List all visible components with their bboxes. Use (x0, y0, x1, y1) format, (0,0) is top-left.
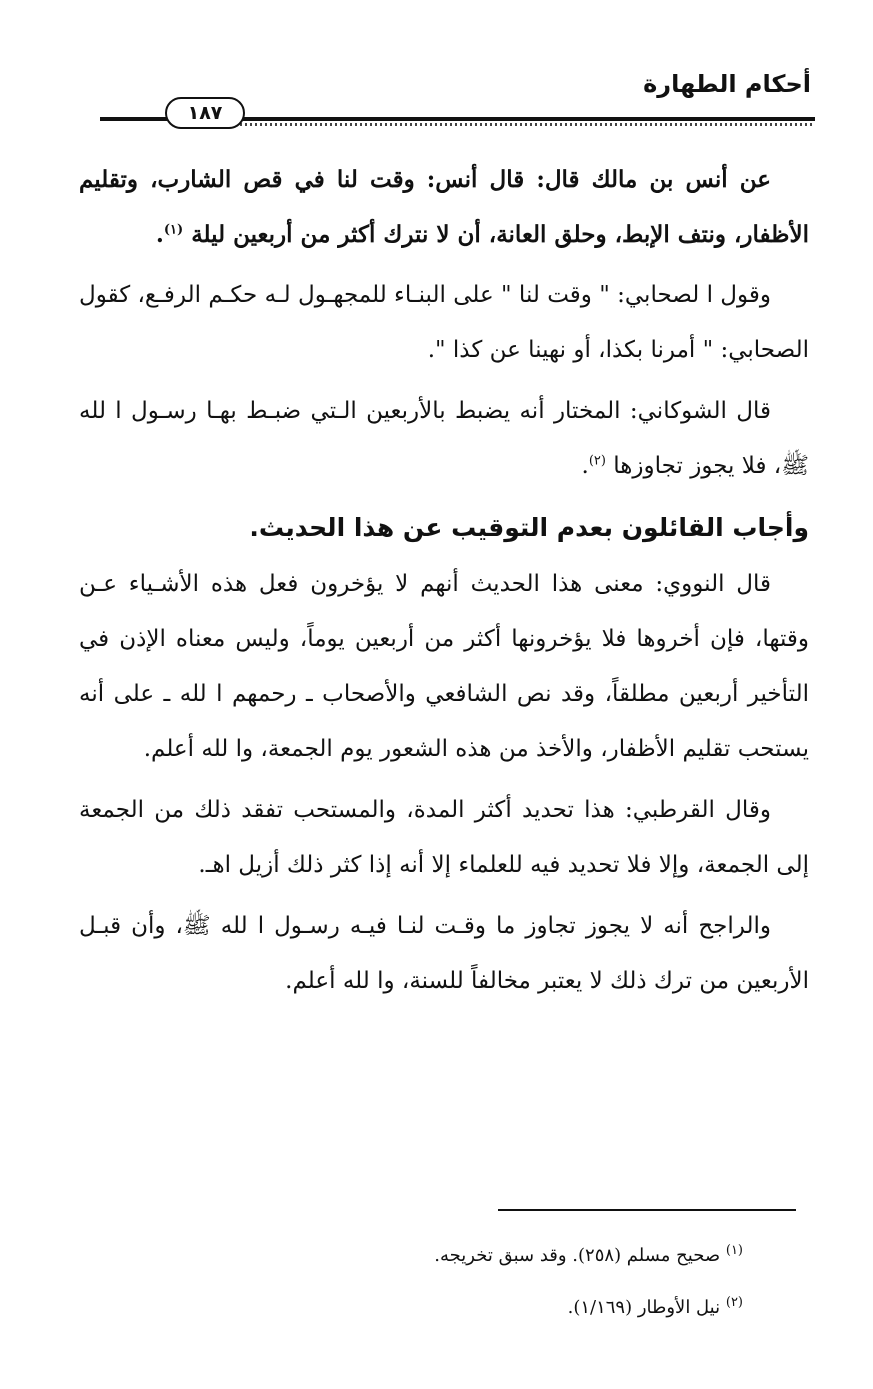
running-title: أحكام الطهارة (643, 70, 811, 98)
paragraph: قال النووي: معنى هذا الحديث أنهم لا يؤخرون فعل هذه الأشـياء عـن وقتها، فإن أخروها فلا يؤخرونها أكثر من أربعين يوماً، وليس معناه الإذن في التأخير أربعين مطلقاً، وقد نص الشافعي والأصحاب ـ رحمهم ا لله ـ على أنه يستحب تقليم الأظفار، والأخذ من هذه الشعور يوم الجمعة، وا لله أعلم. (79, 571, 809, 762)
paragraph: قال الشوكاني: المختار أنه يضبط بالأربعين الـتي ضبـط بهـا رسـول ا لله ﷺ، فلا يجوز تجاوزها $^{(٢)}$. (79, 398, 809, 479)
header-rule-ornament (230, 123, 815, 126)
paragraph: والراجح أنه لا يجوز تجاوز ما وقـت لنـا فيـه رسـول ا لله ﷺ، وأن قبـل الأربعين من ترك ذلك لا يعتبر مخالفاً للسنة، وا لله أعلم. (79, 913, 809, 994)
paragraph: وقول ا لصحابي: " وقت لنا " على البنـاء للمجهـول لـه حكـم الرفـع، كقول الصحابي: " أمرنا بكذا، أو نهينا عن كذا ". (79, 282, 809, 363)
main-text (79, 152, 809, 1015)
footnote-separator (498, 1209, 796, 1211)
page-number: ١٨٧ (165, 97, 245, 129)
section-heading: وأجاب القائلون بعدم التوقيب عن هذا الحديث. (249, 513, 809, 542)
footnote-text: نيل الأوطار (١/١٦٩). (567, 1297, 721, 1318)
footnote (243, 1282, 743, 1334)
footnote-marker: (٢) (588, 453, 606, 469)
paragraph: وقال القرطبي: هذا تحديد أكثر المدة، والمستحب تفقد ذلك من الجمعة إلى الجمعة، وإلا فلا تحديد فيه للعلماء إلا أنه إذا كثر ذلك أزيل اهـ. (79, 797, 809, 878)
footnotes (243, 1230, 743, 1334)
paragraph-hadith: عن أنس بن مالك قال: قال أنس: وقت لنا في قص الشارب، وتقليم الأظفار، ونتف الإبط، وحلق العانة، أن لا نترك أكثر من أربعين ليلة $^{(١)}$. (79, 166, 809, 248)
paragraph-text: عن أنس بن مالك قال: قال أنس: وقت لنا في قص الشارب، وتقليم الأظفار، ونتف الإبط، وحلق العانة، أن لا نترك أكثر من أربعين ليلة (79, 166, 809, 248)
footnote (243, 1230, 743, 1282)
footnote-text: صحيح مسلم (٢٥٨). وقد سبق تخريجه. (434, 1245, 721, 1266)
footnote-number: (٢) (725, 1295, 743, 1310)
footnote-number: (١) (725, 1243, 743, 1258)
paragraph-text: قال الشوكاني: المختار أنه يضبط بالأربعين الـتي ضبـط بهـا رسـول ا لله ﷺ، فلا يجوز تجاوزها (79, 398, 809, 479)
footnote-marker: (١) (163, 222, 184, 238)
